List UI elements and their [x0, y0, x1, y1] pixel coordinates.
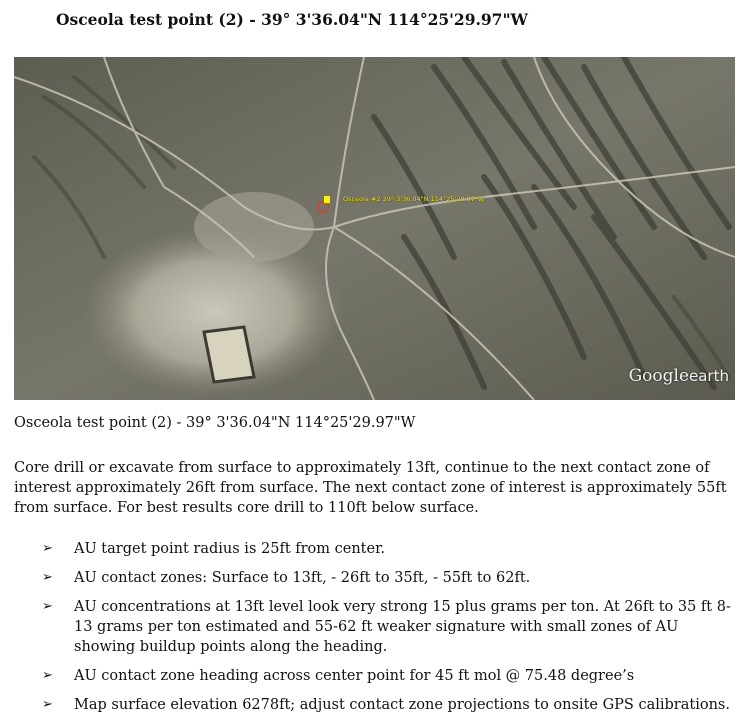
list-item: [14, 568, 734, 588]
bullet-text: AU target point radius is 25ft from center.: [74, 541, 386, 557]
arrow-bullet-icon: ➢: [42, 697, 53, 712]
arrow-bullet-icon: ➢: [42, 570, 53, 585]
instructions-paragraph: Core drill or excavate from surface to approximately 13ft, continue to the next contact zone of interest approximately 26ft from surface. The next contact zone of interest is approximately 55ft from surface. For best results core drill to 110ft below surface.: [14, 460, 727, 516]
list-item: [14, 597, 734, 657]
arrow-bullet-icon: ➢: [42, 668, 53, 683]
list-item: [14, 695, 734, 715]
marker-label: Osceola #2 39° 3'36.04"N 114°25'29.97"W: [343, 195, 485, 203]
watermark-brand: Google: [628, 366, 690, 386]
page-title: Osceola test point (2) - 39° 3'36.04"N 114°25'29.97"W: [56, 10, 528, 29]
google-earth-watermark: [629, 366, 729, 386]
terrain-illustration: [14, 57, 735, 400]
bullet-list: [14, 539, 734, 724]
bullet-text: AU contact zone heading across center point for 45 ft mol @ 75.48 degree’s: [74, 668, 635, 684]
list-item: [14, 666, 734, 686]
arrow-bullet-icon: ➢: [42, 541, 53, 556]
list-item: [14, 539, 734, 559]
bullet-text: AU contact zones: Surface to 13ft, - 26ft to 35ft, - 55ft to 62ft.: [74, 570, 531, 586]
image-caption: Osceola test point (2) - 39° 3'36.04"N 114°25'29.97"W: [14, 415, 416, 431]
arrow-bullet-icon: ➢: [42, 599, 53, 614]
watermark-product: earth: [689, 367, 729, 385]
satellite-image: [14, 57, 735, 400]
bullet-text: AU concentrations at 13ft level look very strong 15 plus grams per ton. At 26ft to 35 ft 8-13 grams per ton estimated and 55-62 ft weaker signature with small zones of AU showing buildup points along the heading.: [74, 599, 731, 655]
bullet-text: Map surface elevation 6278ft; adjust contact zone projections to onsite GPS calibrations.: [74, 697, 730, 713]
